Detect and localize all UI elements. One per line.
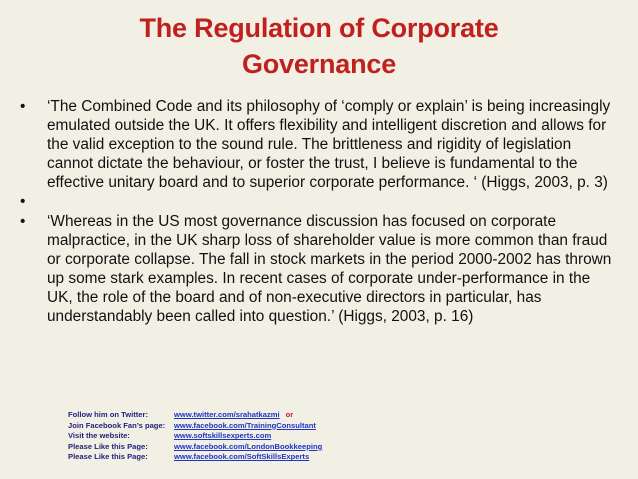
bullet-dot-icon: • bbox=[20, 212, 26, 230]
footer-label: Follow him on Twitter: bbox=[68, 410, 149, 419]
bullet-text-1: ‘The Combined Code and its philosophy of ‘comply or explain’ is being increasingly emulated outside the UK. It offers flexibility and intelligent discretion and allows for the valid exception to the sound rule. The brittleness and rigidity of legislation cannot dictate the behaviour, or foster the trust, I believe is fundamental to the effective unitary board and to superior corporate performance. ‘ (Higgs, 2003, p. 3) bbox=[47, 98, 611, 192]
footer-label: Please Like this Page: bbox=[68, 452, 148, 462]
bullet-list bbox=[20, 97, 620, 326]
footer-row-bookkeeping bbox=[68, 442, 322, 453]
bullet-item-3 bbox=[20, 212, 620, 327]
footer-row-softskills bbox=[68, 452, 322, 463]
footer-label: Join Facebook Fan’s page: bbox=[68, 420, 166, 430]
facebook-fan-link[interactable]: www.facebook.com/TrainingConsultant bbox=[174, 420, 316, 430]
twitter-link[interactable]: www.twitter.com/srahatkazmi bbox=[174, 410, 280, 419]
footer-links bbox=[68, 410, 322, 463]
softskills-experts-link[interactable]: www.facebook.com/SoftSkillsExperts bbox=[174, 452, 310, 462]
footer-label: Please Like this Page: bbox=[68, 441, 148, 451]
footer-label: Visit the website: bbox=[68, 431, 130, 441]
footer-or-text: or bbox=[285, 410, 294, 419]
london-bookkeeping-link[interactable]: www.facebook.com/LondonBookkeeping bbox=[174, 441, 323, 451]
slide-title-line-2: Governance bbox=[241, 49, 397, 79]
footer-row-facebook-fan bbox=[68, 421, 322, 432]
footer-row-website bbox=[68, 431, 322, 442]
bullet-dot-icon: • bbox=[20, 193, 26, 211]
footer-row-twitter bbox=[68, 410, 322, 421]
bullet-text-3: ‘Whereas in the US most governance discussion has focused on corporate malpractice, in the UK sharp loss of shareholder value is more common than fraud or corporate collapse. The fall in stock markets in the period 2000-2002 has thrown up some stark examples. In recent cases of corporate under-performance in the UK, the role of the board and of non-executive directors in particular, has understandably been called into question.’ (Higgs, 2003, p. 16) bbox=[47, 212, 612, 326]
bullet-item-1 bbox=[20, 97, 620, 192]
slide-title bbox=[0, 10, 638, 82]
bullet-item-2 bbox=[20, 192, 620, 211]
slide-title-line-1: The Regulation of Corporate bbox=[139, 13, 499, 43]
bullet-dot-icon: • bbox=[20, 98, 26, 115]
website-link[interactable]: www.softskillsexperts.com bbox=[174, 431, 272, 441]
